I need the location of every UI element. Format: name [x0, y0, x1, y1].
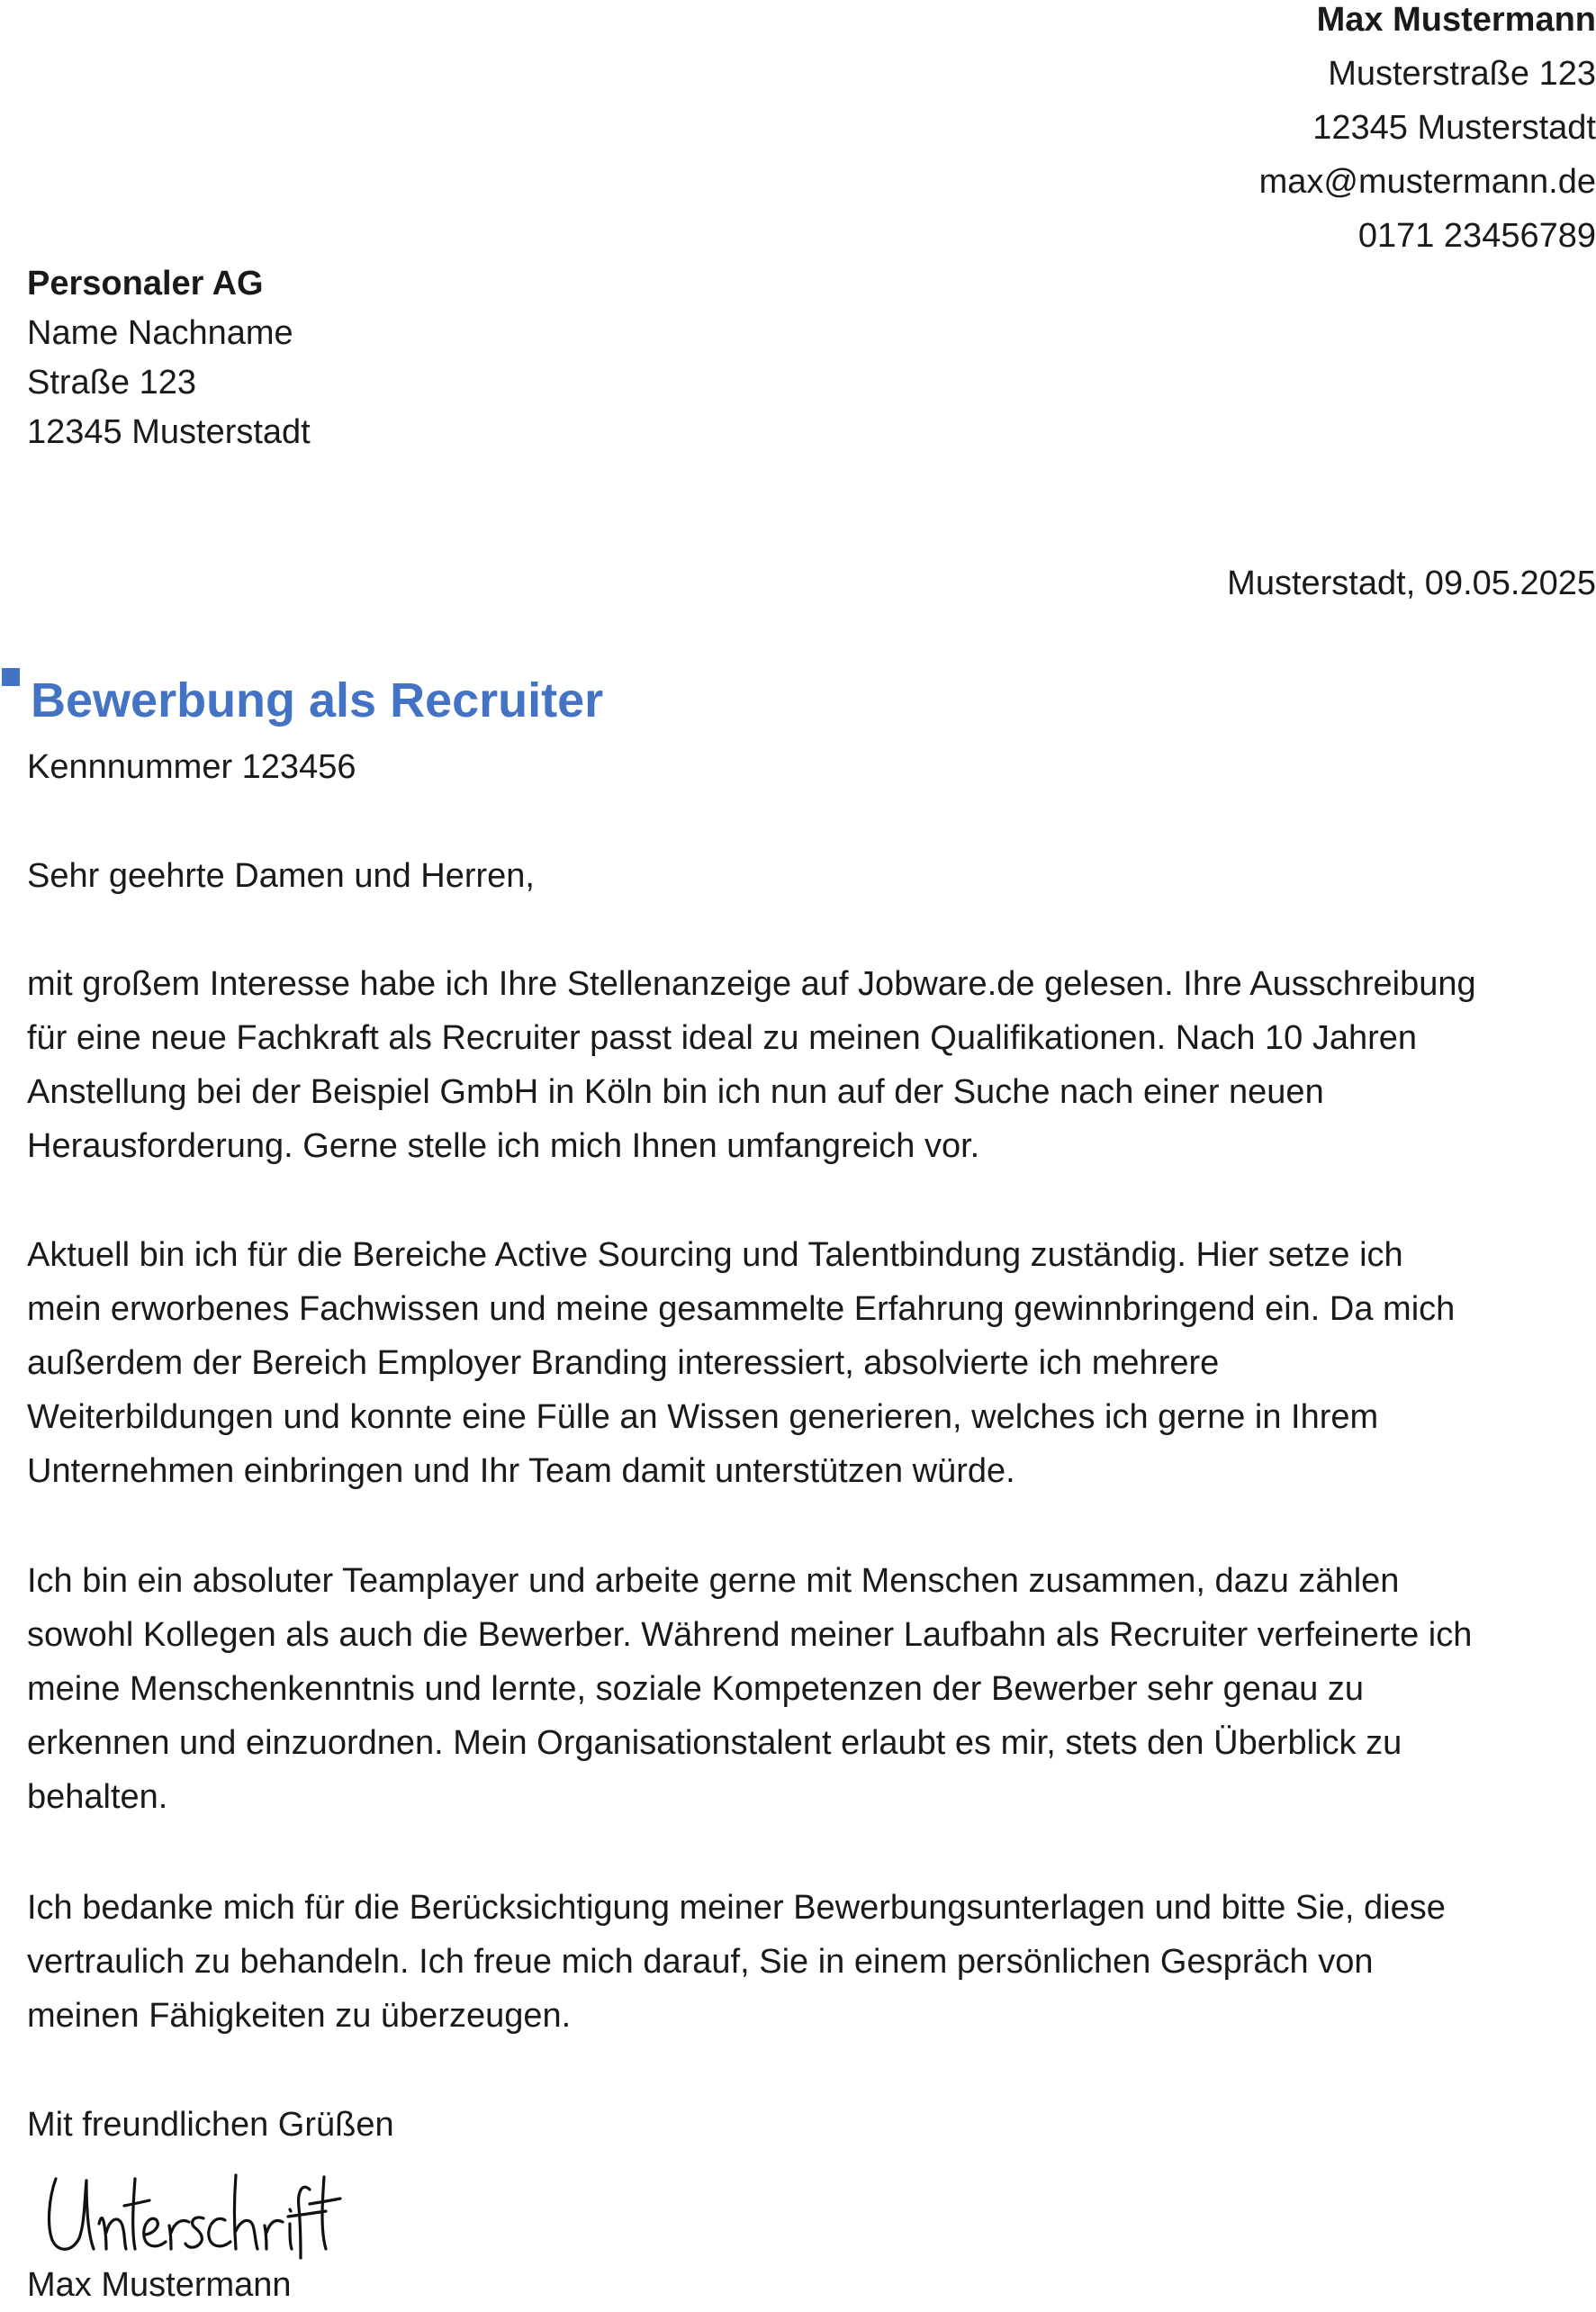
sender-city: 12345 Musterstadt: [1312, 109, 1596, 147]
paragraph-line: Weiterbildungen und konnte eine Fülle an Wissen generieren, welches ich gerne in Ihrem: [27, 1398, 1379, 1436]
body-paragraph-3: [27, 1554, 1593, 1824]
body-paragraph-2: [27, 1228, 1593, 1498]
sender-email: max@mustermann.de: [1258, 163, 1596, 201]
paragraph-line: Herausforderung. Gerne stelle ich mich Ihnen umfangreich vor.: [27, 1127, 980, 1165]
reference-number: Kennnummer 123456: [27, 748, 356, 786]
closing-phrase: Mit freundlichen Grüßen: [27, 2106, 394, 2144]
recipient-company: Personaler AG: [27, 265, 264, 303]
paragraph-line: erkennen und einzuordnen. Mein Organisationstalent erlaubt es mir, stets den Überblick zu: [27, 1724, 1402, 1762]
subject-marker: [2, 668, 20, 686]
paragraph-line: für eine neue Fachkraft als Recruiter passt ideal zu meinen Qualifikationen. Nach 10 Jahren: [27, 1019, 1418, 1057]
sender-name: Max Mustermann: [1316, 1, 1596, 39]
salutation: Sehr geehrte Damen und Herren,: [27, 857, 535, 895]
signer-name: Max Mustermann: [27, 2266, 292, 2304]
sender-phone: 0171 23456789: [1357, 217, 1596, 255]
recipient-contact: Name Nachname: [27, 314, 293, 352]
paragraph-line: meinen Fähigkeiten zu überzeugen.: [27, 1997, 572, 2035]
paragraph-line: Anstellung bei der Beispiel GmbH in Köln bin ich nun auf der Suche nach einer neuen: [27, 1073, 1324, 1111]
paragraph-line: Ich bedanke mich für die Berücksichtigung meiner Bewerbungsunterlagen und bitte Sie, diese: [27, 1889, 1446, 1927]
paragraph-line: meine Menschenkenntnis und lernte, soziale Kompetenzen der Bewerber sehr genau zu: [27, 1670, 1365, 1708]
paragraph-line: behalten.: [27, 1778, 168, 1816]
recipient-address-block: [27, 259, 747, 457]
paragraph-line: Aktuell bin ich für die Bereiche Active Sourcing und Talentbindung zuständig. Hier setze ich: [27, 1236, 1403, 1274]
paragraph-line: mit großem Interesse habe ich Ihre Stellenanzeige auf Jobware.de gelesen. Ihre Ausschreibung: [27, 965, 1476, 1003]
paragraph-line: außerdem der Bereich Employer Branding interessiert, absolvierte ich mehrere: [27, 1344, 1220, 1382]
paragraph-line: vertraulich zu behandeln. Ich freue mich darauf, Sie in einem persönlichen Gespräch von: [27, 1943, 1374, 1981]
letter-date: Musterstadt, 09.05.2025: [1227, 564, 1596, 602]
sender-street: Musterstraße 123: [1328, 55, 1596, 93]
paragraph-line: mein erworbenes Fachwissen und meine gesammelte Erfahrung gewinnbringend ein. Da mich: [27, 1290, 1456, 1328]
body-paragraph-4: [27, 1881, 1593, 2043]
letter-subject: Bewerbung als Recruiter: [31, 673, 604, 727]
recipient-city: 12345 Musterstadt: [27, 413, 311, 451]
sender-address-block: [786, 0, 1596, 263]
body-paragraph-1: [27, 957, 1593, 1173]
paragraph-line: Unternehmen einbringen und Ihr Team damit unterstützen würde.: [27, 1452, 1015, 1490]
recipient-street: Straße 123: [27, 364, 196, 402]
paragraph-line: Ich bin ein absoluter Teamplayer und arbeite gerne mit Menschen zusammen, dazu zählen: [27, 1562, 1400, 1600]
paragraph-line: sowohl Kollegen als auch die Bewerber. Während meiner Laufbahn als Recruiter verfeinerte ich: [27, 1616, 1473, 1654]
handwritten-signature: [40, 2163, 346, 2262]
